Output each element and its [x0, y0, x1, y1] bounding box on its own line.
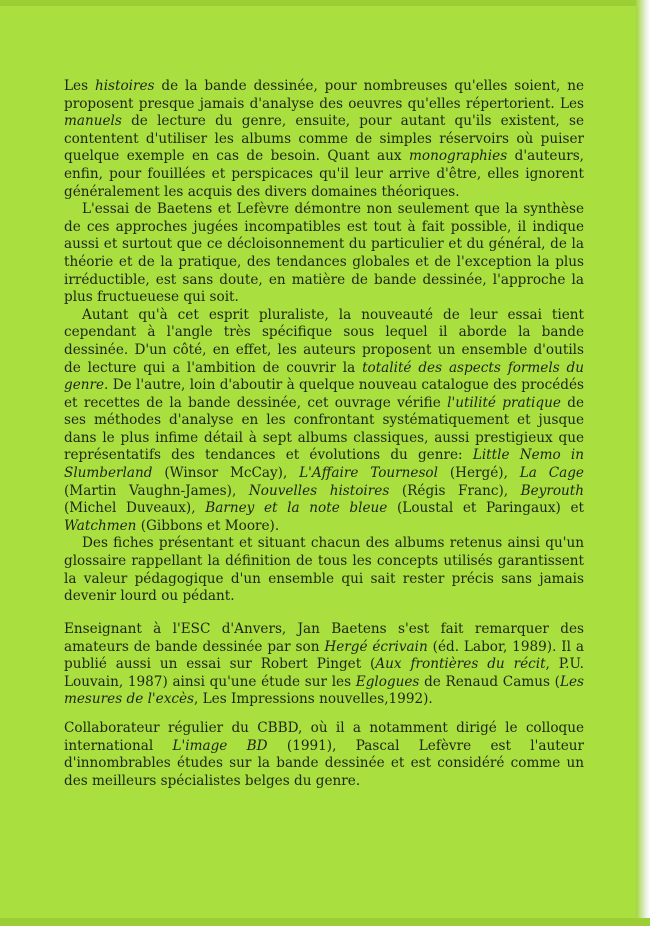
back-cover-blurb — [64, 78, 584, 606]
author-bio-baetens: Enseignant à l'ESC d'Anvers, Jan Baetens s'est fait remarquer des amateurs de bande dessinée par son Hergé écrivain (éd. Labor, 1989). Il a publié aussi un essai sur Robert Pinget (Aux frontières du récit, P.U. Louvain, 1987) ainsi qu'une étude sur les Eglogues de Renaud Camus (Les mesures de l'excès, Les Impressions nouvelles,1992). — [64, 621, 584, 708]
page-top-edge — [0, 0, 650, 6]
paragraph-3: Autant qu'à cet esprit pluraliste, la nouveauté de leur essai tient cependant à l'angle très spécifique sous lequel il aborde la bande dessinée. D'un côté, en effet, les auteurs proposent un ensemble d'outils de lecture qui a l'ambition de couvrir la totalité des aspects formels du genre. De l'autre, loin d'aboutir à quelque nouveau catalogue des procédés et recettes de la bande dessinée, cet ouvrage vérifie l'utilité pratique de ses méthodes d'analyse en les confrontant systématiquement et jusque dans le plus infime détail à sept albums classiques, aussi prestigieux que représentatifs des tendances et évolutions du genre: Little Nemo in Slumberland (Winsor McCay), L'Affaire Tournesol (Hergé), La Cage (Martin Vaughn-James), Nouvelles histoires (Régis Franc), Beyrouth (Michel Duveaux), Barney et la note bleue (Loustal et Paringaux) et Watchmen (Gibbons et Moore). — [64, 306, 585, 534]
page-right-edge — [636, 0, 650, 926]
paragraph-2: L'essai de Baetens et Lefèvre démontre non seulement que la synthèse de ces approches jugées incompatibles est tout à fait possible, il indique aussi et surtout que ce décloisonnement du particulier et du général, de la théorie et de la pratique, des tendances globales et de l'exception la plus irréductible, est sans doute, en matière de bande dessinée, l'approche la plus fructueuese qui soit. — [64, 201, 584, 306]
author-bio-lefevre: Collaborateur régulier du CBBD, où il a notamment dirigé le colloque international L'image BD (1991), Pascal Lefèvre est l'auteur d'innombrables études sur la bande dessinée et est considéré comme un des meilleurs spécialistes belges du genre. — [64, 720, 584, 789]
paragraph-4: Des fiches présentant et situant chacun des albums retenus ainsi qu'un glossaire rappellant la définition de tous les concepts utilisés garantissent la valeur pédagogique d'un ensemble qui sait rester précis sans jamais devenir lourd ou pédant. — [64, 535, 584, 605]
paragraph-1: Les histoires de la bande dessinée, pour nombreuses qu'elles soient, ne proposent presque jamais d'analyse des oeuvres qu'elles répertorient. Les manuels de lecture du genre, ensuite, pour autant qu'ils existent, se contentent d'utiliser les albums comme de simples réservoirs où puiser quelque exemple en cas de besoin. Quant aux monographies d'auteurs, enfin, pour fouillées et perspicaces qu'il leur arrive d'être, elles ignorent généralement les acquis des divers domaines théoriques. — [64, 78, 584, 200]
page-bottom-edge — [0, 918, 650, 926]
